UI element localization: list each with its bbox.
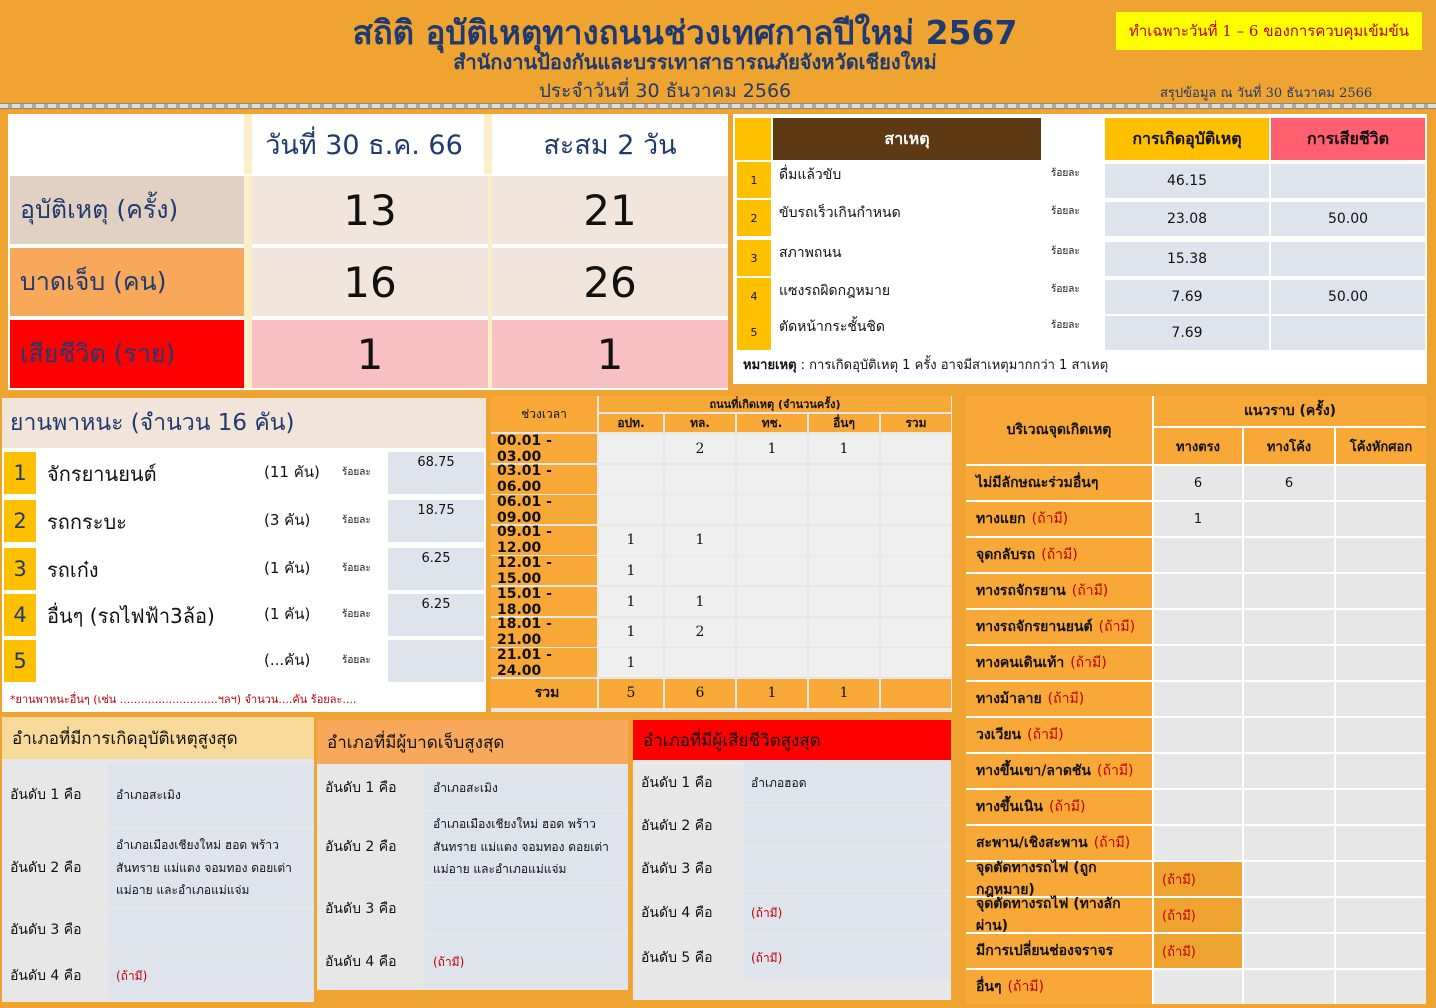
- time-slot: 15.01 - 18.00: [491, 587, 597, 616]
- stats-deaths-cumulative: 1: [492, 320, 728, 388]
- vehicle-pct-label: ร้อยละ: [342, 655, 371, 666]
- location-label-text: อื่นๆ: [976, 979, 1002, 995]
- time-table-col: ทล.: [665, 414, 735, 432]
- time-table-cell: [809, 648, 879, 677]
- location-cell: 1: [1154, 502, 1242, 536]
- stats-injuries-today: 16: [252, 248, 488, 316]
- location-cell: [1154, 754, 1242, 788]
- location-label: [966, 790, 1152, 824]
- district-value: (ถ้ามี): [425, 936, 628, 988]
- summary-date: สรุปข้อมูล ณ วันที่ 30 ธันวาคม 2566: [1160, 86, 1373, 101]
- location-cell: 6: [1244, 466, 1334, 500]
- time-table-cell: [881, 679, 951, 708]
- vehicle-rank: 5: [4, 640, 36, 682]
- location-if-any: (ถ้ามี): [1041, 547, 1078, 563]
- district-death-title: อำเภอที่มี ผู้เสียชีวิตสูงสุด: [633, 720, 951, 760]
- time-table-cell: [737, 648, 807, 677]
- divider: [0, 103, 1436, 109]
- location-label: [966, 754, 1152, 788]
- location-cell: [1336, 826, 1426, 860]
- location-cell: [1336, 862, 1426, 896]
- location-if-any: (ถ้ามี): [1097, 763, 1134, 779]
- stats-col-today: วันที่ 30 ธ.ค. 66: [265, 129, 463, 161]
- causes-panel: [733, 114, 1427, 384]
- time-table-cell: [737, 587, 807, 616]
- time-slot: 00.01 - 03.00: [491, 434, 597, 463]
- location-cell: [1336, 646, 1426, 680]
- vehicle-label: รถเก๋ง: [47, 558, 99, 582]
- district-rank: อันดับ 3 คือ: [317, 884, 423, 934]
- location-cell: [1336, 574, 1426, 608]
- district-value: [743, 806, 951, 846]
- cause-pct-label: ร้อยละ: [1051, 246, 1080, 257]
- location-label-text: มีการเปลี่ยนช่องจราจร: [976, 943, 1114, 959]
- time-table-cell: [809, 465, 879, 494]
- causes-note: หมายเหตุ : การเกิดอุบัติเหตุ 1 ครั้ง อาจมีสาเหตุมากกว่า 1 สาเหตุ: [743, 358, 1109, 373]
- vehicle-row: [2, 638, 486, 684]
- location-label-text: จุดกลับรถ: [976, 547, 1036, 563]
- location-label: [966, 718, 1152, 752]
- time-table-cell: [881, 618, 951, 647]
- time-table-cell: 1: [599, 526, 663, 555]
- location-cell: [1244, 790, 1334, 824]
- locations-col: โค้งหักศอก: [1336, 428, 1426, 464]
- time-table-cell: [881, 495, 951, 524]
- location-cell: [1244, 610, 1334, 644]
- location-cell: [1154, 682, 1242, 716]
- vehicle-pct: [388, 640, 484, 682]
- vehicle-row: [2, 450, 486, 496]
- location-label-text: ทางคนเดินเท้า: [976, 655, 1065, 671]
- locations-col: ทางโค้ง: [1244, 428, 1334, 464]
- vehicle-count: (1 คัน): [264, 559, 311, 577]
- time-table-cell: [809, 495, 879, 524]
- time-table-cell: [665, 465, 735, 494]
- vehicle-label: อื่นๆ (รถไฟฟ้า3ล้อ): [47, 604, 215, 628]
- district-value: อำเภอสะเมิง: [108, 763, 314, 827]
- location-label: [966, 610, 1152, 644]
- vehicle-rank: 3: [4, 548, 36, 590]
- district-injury-panel: [317, 720, 628, 990]
- cause-label: แซงรถผิดกฎหมาย: [779, 283, 891, 299]
- district-value: (ถ้ามี): [743, 936, 951, 980]
- district-rank: อันดับ 4 คือ: [633, 892, 741, 934]
- district-value: [425, 884, 628, 934]
- time-table-cell: [881, 587, 951, 616]
- cause-death-pct: 50.00: [1271, 202, 1425, 236]
- location-label: [966, 898, 1152, 932]
- location-cell: [1244, 502, 1334, 536]
- vehicle-count: (3 คัน): [264, 511, 311, 529]
- cause-pct-label: ร้อยละ: [1051, 168, 1080, 179]
- time-table-col: อื่นๆ: [809, 414, 879, 432]
- location-cell: [1336, 502, 1426, 536]
- district-value: (ถ้ามี): [743, 892, 951, 934]
- district-value: อำเภอเมืองเชียงใหม่ ฮอด พร้าว สันทราย แม่แตง จอมทอง ดอยเต่า แม่อาย และอำเภอแม่แจ่ม: [108, 829, 314, 907]
- cause-rank: 5: [737, 314, 771, 350]
- location-label-text: ทางรถจักรยาน: [976, 583, 1066, 599]
- stats-accidents-cumulative: 21: [492, 176, 728, 244]
- location-cell: [1336, 718, 1426, 752]
- location-cell: [1244, 970, 1334, 1004]
- stats-label-injuries: บาดเจ็บ (คน): [10, 248, 244, 316]
- cause-pct-label: ร้อยละ: [1051, 206, 1080, 217]
- cause-rank: 1: [737, 162, 771, 198]
- district-death-panel: [633, 720, 951, 1000]
- location-label: [966, 502, 1152, 536]
- district-value: (ถ้ามี): [108, 953, 314, 999]
- time-table-col: ทช.: [737, 414, 807, 432]
- location-label-text: ไม่มีลักษณะร่วมอื่นๆ: [976, 475, 1099, 491]
- location-label-text: สะพาน/เชิงสะพาน: [976, 835, 1088, 851]
- time-table-cell: 2: [665, 618, 735, 647]
- time-table-cell: [809, 526, 879, 555]
- report-date: ประจำวันที่ 30 ธันวาคม 2566: [538, 80, 792, 102]
- location-cell: [1244, 754, 1334, 788]
- locations-panel: [966, 396, 1426, 1004]
- location-if-any: (ถ้ามี): [1049, 799, 1086, 815]
- vehicle-rank: 4: [4, 594, 36, 636]
- district-rank: อันดับ 3 คือ: [2, 909, 106, 951]
- cause-accident-pct: 7.69: [1105, 280, 1269, 314]
- time-table-head-road: ถนนที่เกิดเหตุ (จำนวนครั้ง): [599, 396, 951, 412]
- location-cell: [1244, 718, 1334, 752]
- scope-note: ทำเฉพาะวันที่ 1 – 6 ของการควบคุมเข้มข้น: [1116, 12, 1422, 50]
- page-subtitle: สำนักงานป้องกันและบรรเทาสาธารณภัยจังหวัดเชียงใหม่: [453, 50, 937, 74]
- location-cell: [1154, 970, 1242, 1004]
- time-table-cell: 1: [809, 679, 879, 708]
- time-table-cell: [881, 526, 951, 555]
- time-table-cell: [809, 556, 879, 585]
- cause-pct-label: ร้อยละ: [1051, 284, 1080, 295]
- cause-row: [733, 240, 1427, 278]
- time-table-cell: 1: [737, 679, 807, 708]
- location-if-any: (ถ้ามี): [1027, 727, 1064, 743]
- time-table-cell: [809, 587, 879, 616]
- cause-death-pct: [1271, 316, 1425, 350]
- location-cell: [1244, 646, 1334, 680]
- district-accident-title: อำเภอที่มี การเกิดอุบัติเหตุสูงสุด: [2, 717, 314, 759]
- location-cell: [1336, 934, 1426, 968]
- cause-row: [733, 200, 1427, 238]
- time-table-cell: 1: [599, 587, 663, 616]
- cause-label: ขับรถเร็วเกินกำหนด: [779, 205, 901, 221]
- cause-row: [733, 278, 1427, 316]
- location-cell: (ถ้ามี): [1154, 898, 1242, 932]
- time-slot: 06.01 - 09.00: [491, 495, 597, 524]
- time-table-cell: [737, 526, 807, 555]
- district-value: อำเภอสะเมิง: [425, 766, 628, 810]
- cause-rank: 4: [737, 278, 771, 314]
- district-injury-title: อำเภอที่มี ผู้บาดเจ็บสูงสุด: [317, 720, 628, 764]
- location-label: [966, 970, 1152, 1004]
- time-table-cell: [881, 434, 951, 463]
- cause-row: [733, 314, 1427, 352]
- district-rank: อันดับ 2 คือ: [317, 812, 423, 882]
- location-label-text: ทางแยก: [976, 511, 1026, 527]
- vehicle-pct-label: ร้อยละ: [342, 467, 371, 478]
- vehicle-label: รถกระบะ: [47, 510, 127, 534]
- cause-row: [733, 162, 1427, 200]
- time-table-cell: [737, 495, 807, 524]
- location-cell: [1244, 574, 1334, 608]
- location-label-text: จุดตัดทางรถไฟ (ทางลักผ่าน): [976, 896, 1121, 934]
- stats-col-cumulative: สะสม 2 วัน: [484, 114, 728, 174]
- location-if-any: (ถ้ามี): [1093, 835, 1131, 851]
- location-label-text: จุดตัดทางรถไฟ (ถูกกฎหมาย): [976, 860, 1097, 898]
- district-rank: อันดับ 3 คือ: [633, 848, 741, 890]
- location-cell: [1336, 970, 1426, 1004]
- stats-deaths-today: 1: [252, 320, 488, 388]
- location-if-any: (ถ้ามี): [1031, 511, 1069, 527]
- page-title: สถิติ อุบัติเหตุทางถนนช่วงเทศกาลปีใหม่ 2567: [352, 13, 1018, 52]
- time-table-cell: [737, 465, 807, 494]
- time-slot: 09.01 - 12.00: [491, 526, 597, 555]
- district-rank: อันดับ 1 คือ: [2, 763, 106, 827]
- time-table-cell: [665, 495, 735, 524]
- location-label-text: วงเวียน: [976, 727, 1022, 743]
- vehicle-rank: 1: [4, 452, 36, 494]
- stats-label-deaths: เสียชีวิต (ราย): [10, 320, 244, 388]
- time-table-cell: [881, 648, 951, 677]
- location-cell: (ถ้ามี): [1154, 862, 1242, 896]
- district-value: อำเภอเมืองเชียงใหม่ ฮอด พร้าว สันทราย แม่แตง จอมทอง ดอยเต่า แม่อาย และอำเภอแม่แจ่ม: [425, 812, 628, 882]
- location-label: [966, 862, 1152, 896]
- time-table-cell: [665, 648, 735, 677]
- vehicle-row: [2, 546, 486, 592]
- location-cell: [1154, 574, 1242, 608]
- district-value: [743, 848, 951, 890]
- cause-accident-pct: 23.08: [1105, 202, 1269, 236]
- time-table-cell: 1: [665, 587, 735, 616]
- location-if-any: (ถ้ามี): [1070, 655, 1107, 671]
- location-label-text: ทางม้าลาย: [976, 691, 1042, 707]
- location-label: [966, 538, 1152, 572]
- location-cell: (ถ้ามี): [1154, 934, 1242, 968]
- location-cell: [1154, 610, 1242, 644]
- location-cell: [1244, 538, 1334, 572]
- location-cell: [1336, 610, 1426, 644]
- time-table-cell: [599, 465, 663, 494]
- time-slot: 21.01 - 24.00: [491, 648, 597, 677]
- time-table-cell: [737, 556, 807, 585]
- location-cell: [1336, 898, 1426, 932]
- causes-head-accident: การเกิดอุบัติเหตุ: [1105, 118, 1269, 160]
- location-cell: [1336, 466, 1426, 500]
- stats-accidents-today: 13: [252, 176, 488, 244]
- cause-rank: 2: [737, 200, 771, 236]
- district-rank: อันดับ 4 คือ: [317, 936, 423, 988]
- location-label: [966, 826, 1152, 860]
- cause-pct-label: ร้อยละ: [1051, 320, 1080, 331]
- vehicle-count: (1 คัน): [264, 605, 311, 623]
- location-label-text: ทางขึ้นเนิน: [976, 799, 1043, 815]
- vehicle-pct: 6.25: [388, 594, 484, 636]
- location-cell: [1336, 682, 1426, 716]
- district-accident-panel: [2, 717, 314, 1002]
- cause-death-pct: [1271, 242, 1425, 276]
- location-cell: [1154, 538, 1242, 572]
- district-rank: อันดับ 2 คือ: [2, 829, 106, 907]
- time-table-col: รวม: [881, 414, 951, 432]
- district-rank: อันดับ 2 คือ: [633, 806, 741, 846]
- vehicle-pct: 18.75: [388, 500, 484, 542]
- vehicle-pct-label: ร้อยละ: [342, 563, 371, 574]
- cause-accident-pct: 46.15: [1105, 164, 1269, 198]
- vehicles-panel: [2, 398, 486, 712]
- location-label: [966, 574, 1152, 608]
- cause-death-pct: 50.00: [1271, 280, 1425, 314]
- locations-head-area: บริเวณจุดเกิดเหตุ: [966, 396, 1152, 464]
- time-slot: 12.01 - 15.00: [491, 556, 597, 585]
- location-cell: [1244, 826, 1334, 860]
- vehicles-note: *ยานพาหนะอื่นๆ (เช่น ............................ฯลฯ) จำนวน....คัน ร้อยละ....: [10, 693, 357, 706]
- time-table-cell: 1: [737, 434, 807, 463]
- time-table-cell: 1: [809, 434, 879, 463]
- location-cell: [1336, 538, 1426, 572]
- cause-accident-pct: 7.69: [1105, 316, 1269, 350]
- location-label: [966, 682, 1152, 716]
- district-rank: อันดับ 4 คือ: [2, 953, 106, 999]
- causes-head-death: การเสียชีวิต: [1271, 118, 1425, 160]
- district-rank: อันดับ 5 คือ: [633, 936, 741, 980]
- time-table-cell: 1: [665, 526, 735, 555]
- location-cell: 6: [1154, 466, 1242, 500]
- location-if-any: (ถ้ามี): [1007, 979, 1044, 995]
- time-slot: 03.01 - 06.00: [491, 465, 597, 494]
- location-if-any: (ถ้ามี): [1047, 691, 1085, 707]
- time-table-col: อปท.: [599, 414, 663, 432]
- vehicles-title: ยานพาหนะ (จำนวน 16 คัน): [2, 398, 486, 448]
- district-value: อำเภอฮอด: [743, 762, 951, 804]
- time-table-cell: [599, 495, 663, 524]
- vehicle-pct: 6.25: [388, 548, 484, 590]
- time-table-cell: [881, 556, 951, 585]
- vehicle-pct-label: ร้อยละ: [342, 515, 371, 526]
- cause-label: ตัดหน้ากระชั้นชิด: [779, 319, 886, 335]
- location-cell: [1244, 862, 1334, 896]
- vehicle-rank: 2: [4, 500, 36, 542]
- location-label-text: ทางรถจักรยานยนต์: [976, 619, 1093, 635]
- time-table-cell: 1: [599, 618, 663, 647]
- location-cell: [1336, 754, 1426, 788]
- location-cell: [1154, 646, 1242, 680]
- stats-injuries-cumulative: 26: [492, 248, 728, 316]
- locations-head-route: แนวราบ (ครั้ง): [1154, 396, 1426, 426]
- vehicle-count: (11 คัน): [264, 463, 320, 481]
- time-table-cell: 5: [599, 679, 663, 708]
- location-cell: [1244, 898, 1334, 932]
- cause-accident-pct: 15.38: [1105, 242, 1269, 276]
- locations-col: ทางตรง: [1154, 428, 1242, 464]
- location-cell: [1154, 826, 1242, 860]
- time-table-cell: 1: [599, 556, 663, 585]
- time-table-head-time: ช่วงเวลา: [491, 396, 597, 432]
- location-label: [966, 934, 1152, 968]
- time-table-cell: [881, 465, 951, 494]
- location-label: [966, 646, 1152, 680]
- vehicle-label: จักรยานยนต์: [47, 462, 157, 486]
- time-table-cell: [599, 434, 663, 463]
- causes-head-cause: สาเหตุ: [773, 118, 1041, 160]
- stats-panel: [8, 114, 728, 390]
- district-value: [108, 909, 314, 951]
- location-cell: [1244, 934, 1334, 968]
- time-table-cell: [809, 618, 879, 647]
- time-table-cell: 6: [665, 679, 735, 708]
- location-if-any: (ถ้ามี): [1071, 583, 1109, 599]
- district-rank: อันดับ 1 คือ: [317, 766, 423, 810]
- cause-label: สภาพถนน: [779, 245, 842, 261]
- time-table-cell: 2: [665, 434, 735, 463]
- cause-label: ดื่มแล้วขับ: [779, 167, 842, 183]
- location-cell: [1154, 790, 1242, 824]
- cause-rank: 3: [737, 240, 771, 276]
- location-if-any: (ถ้ามี): [1098, 619, 1136, 635]
- location-cell: [1336, 790, 1426, 824]
- time-slot: 18.01 - 21.00: [491, 618, 597, 647]
- location-label-text: ทางขึ้นเขา/ลาดชัน: [976, 763, 1092, 779]
- cause-death-pct: [1271, 164, 1425, 198]
- district-rank: อันดับ 1 คือ: [633, 762, 741, 804]
- time-table-cell: 1: [599, 648, 663, 677]
- vehicle-count: (...คัน): [264, 651, 311, 669]
- time-table: [491, 396, 952, 712]
- time-slot: รวม: [491, 679, 597, 708]
- location-cell: [1244, 682, 1334, 716]
- vehicle-row: [2, 498, 486, 544]
- time-table-cell: [737, 618, 807, 647]
- vehicle-pct-label: ร้อยละ: [342, 609, 371, 620]
- location-label: [966, 466, 1152, 500]
- vehicle-pct: 68.75: [388, 452, 484, 494]
- location-cell: [1154, 718, 1242, 752]
- time-table-cell: [665, 556, 735, 585]
- stats-label-accidents: อุบัติเหตุ (ครั้ง): [10, 176, 244, 244]
- vehicle-row: [2, 592, 486, 638]
